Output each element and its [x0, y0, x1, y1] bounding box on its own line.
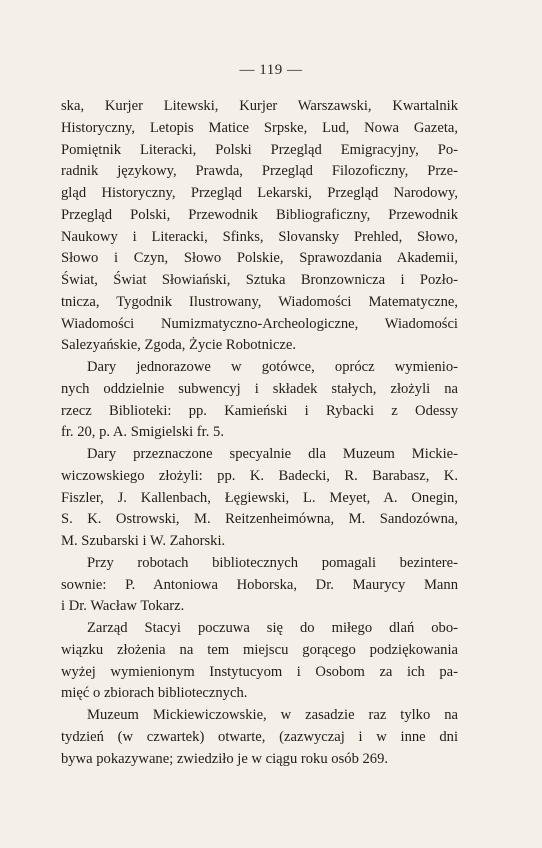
paragraph	[61, 357, 458, 444]
paragraph	[61, 96, 458, 357]
text-line: Przy robotach bibliotecznych pomagali bezintere-	[87, 554, 458, 571]
text-line: wiczowskiego złożyli: pp. K. Badecki, R. Barabasz, K.	[61, 467, 458, 484]
text-line: Wiadomości Numizmatyczno-Archeologiczne, Wiadomości	[61, 315, 458, 332]
text-line: wyżej wymienionym Instytucyom i Osobom za ich pa-	[61, 663, 458, 680]
text-line: rzecz Biblioteki: pp. Kamieński i Rybacki z Odessy	[61, 402, 458, 419]
text-line: Historyczny, Letopis Matice Srpske, Lud, Nowa Gazeta,	[61, 119, 458, 136]
text-line: radnik językowy, Prawda, Przegląd Filozoficzny, Prze-	[61, 163, 458, 180]
text-line: Dary przeznaczone specyalnie dla Muzeum Mickie-	[87, 446, 458, 462]
text-line: Dary jednorazowe w gotówce, oprócz wymienio-	[87, 359, 458, 375]
text-line: gląd Historyczny, Przegląd Lekarski, Przegląd Narodowy,	[61, 185, 458, 201]
paragraph	[61, 553, 458, 618]
text-line: M. Szubarski i W. Zahorski.	[61, 533, 226, 549]
text-line: Pomiętnik Literacki, Polski Przegląd Emigracyjny, Po-	[61, 141, 458, 158]
text-line: Zarząd Stacyi poczuwa się do miłego dlań obo-	[87, 620, 458, 636]
paragraph	[61, 444, 458, 553]
text-line: sownie: P. Antoniowa Hoborska, Dr. Maurycy Mann	[61, 576, 458, 593]
text-line: ska, Kurjer Litewski, Kurjer Warszawski, Kwartalnik	[61, 98, 458, 114]
text-line: Przegląd Polski, Przewodnik Bibliograficzny, Przewodnik	[61, 206, 458, 223]
page-number-header: — 119 —	[239, 62, 303, 78]
text-line: Słowo i Czyn, Słowo Polskie, Sprawozdania Akademii,	[61, 250, 458, 267]
text-line: wiązku złożenia na tem miejscu gorącego podziękowania	[61, 641, 458, 658]
text-line: Fiszler, J. Kallenbach, Łęgiewski, L. Meyet, A. Onegin,	[61, 489, 458, 506]
text-line: Świat, Świat Słowiański, Sztuka Bronzownicza i Pozło-	[61, 272, 458, 288]
paragraph	[61, 618, 458, 705]
text-line: S. K. Ostrowski, M. Reitzenheimówna, M. Sandozówna,	[61, 511, 458, 528]
page-body-text	[61, 96, 458, 770]
text-line: tnicza, Tygodnik Ilustrowany, Wiadomości Matematyczne,	[61, 293, 458, 310]
text-line: nych oddzielnie subwencyj i składek stałych, złożyli na	[61, 380, 458, 397]
paragraph	[61, 705, 458, 770]
text-line: i Dr. Wacław Tokarz.	[61, 598, 185, 615]
text-line: Muzeum Mickiewiczowskie, w zasadzie raz tylko na	[87, 707, 458, 723]
text-line: Naukowy i Literacki, Sfinks, Slovansky Prehled, Słowo,	[61, 228, 458, 245]
text-line: bywa pokazywane; zwiedziło je w ciągu roku osób 269.	[61, 750, 389, 767]
text-line: fr. 20, p. A. Smigielski fr. 5.	[61, 424, 224, 441]
text-line: mięć o zbiorach bibliotecznych.	[61, 685, 248, 702]
text-line: tydzień (w czwartek) otwarte, (zazwyczaj i w inne dni	[61, 728, 458, 745]
text-line: Salezyańskie, Zgoda, Życie Robotnicze.	[61, 337, 297, 354]
